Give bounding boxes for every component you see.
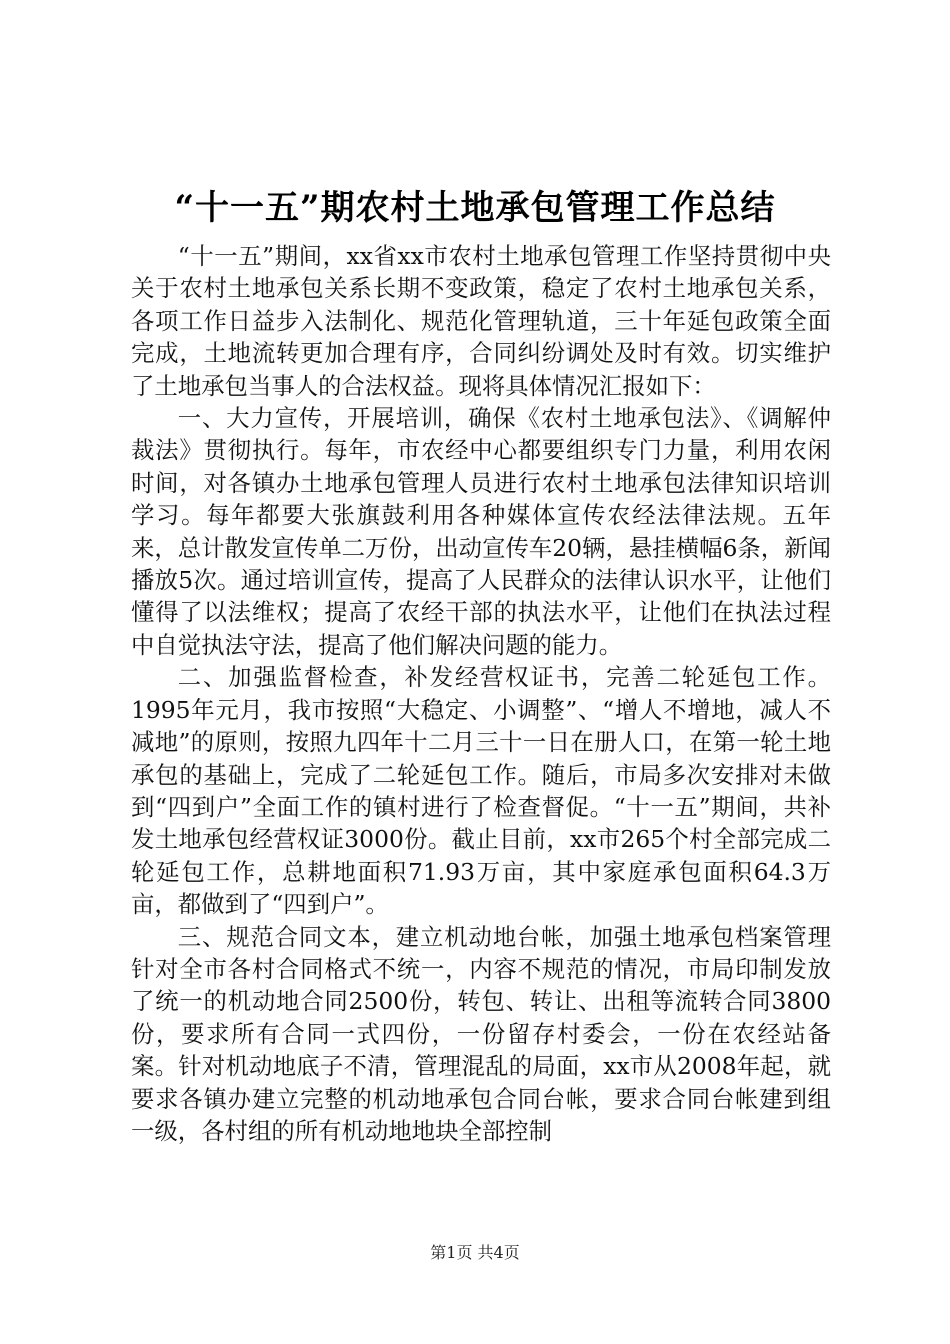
document-title: “十一五”期农村土地承包管理工作总结 xyxy=(174,188,776,228)
paragraph-section-1: 一、大力宣传，开展培训，确保《农村土地承包法》、《调解仲裁法》贯彻执行。每年，市农经中心都要组织专门力量，利用农闲时间，对各镇办土地承包管理人员进行农村土地承包法律知识培训学习。每年都要大张旗鼓利用各种媒体宣传农经法律法规。五年来，总计散发宣传单二万份，出动宣传车20辆，悬挂横幅6条，新闻播放5次。通过培训宣传，提高了人民群众的法律认识水平，让他们懂得了以法维权；提高了农经干部的执法水平，让他们在执法过程中自觉执法守法，提高了他们解决问题的能力。 xyxy=(131,404,831,659)
paragraph-section-2: 二、加强监督检查，补发经营权证书，完善二轮延包工作。1995年元月，我市按照“大稳定、小调整”、“增人不增地，减人不减地”的原则，按照九四年十二月三十一日在册人口，在第一轮土地承包的基础上，完成了二轮延包工作。随后，市局多次安排对未做到“四到户”全面工作的镇村进行了检查督促。“十一五”期间，共补发土地承包经营权证3000份。截止目前，xx市265个村全部完成二轮延包工作，总耕地面积71.93万亩，其中家庭承包面积64.3万亩，都做到了“四到户”。 xyxy=(131,663,831,919)
paragraph-section-3: 三、规范合同文本，建立机动地台帐，加强土地承包档案管理针对全市各村合同格式不统一，内容不规范的情况，市局印制发放了统一的机动地合同2500份，转包、转让、出租等流转合同3800份，要求所有合同一式四份，一份留存村委会，一份在农经站备案。针对机动地底子不清，管理混乱的局面，xx市从2008年起，就要求各镇办建立完整的机动地承包合同台帐，要求合同台帐建到组一级，各村组的所有机动地地块全部控制 xyxy=(131,922,831,1145)
document-body xyxy=(131,240,831,1147)
page-number-footer: 第1页 共4页 xyxy=(430,1243,520,1262)
paragraph-intro: “十一五”期间，xx省xx市农村土地承包管理工作坚持贯彻中央关于农村土地承包关系长期不变政策，稳定了农村土地承包关系，各项工作日益步入法制化、规范化管理轨道，三十年延包政策全面完成，土地流转更加合理有序，合同纠纷调处及时有效。切实维护了土地承包当事人的合法权益。现将具体情况汇报如下： xyxy=(131,242,831,400)
